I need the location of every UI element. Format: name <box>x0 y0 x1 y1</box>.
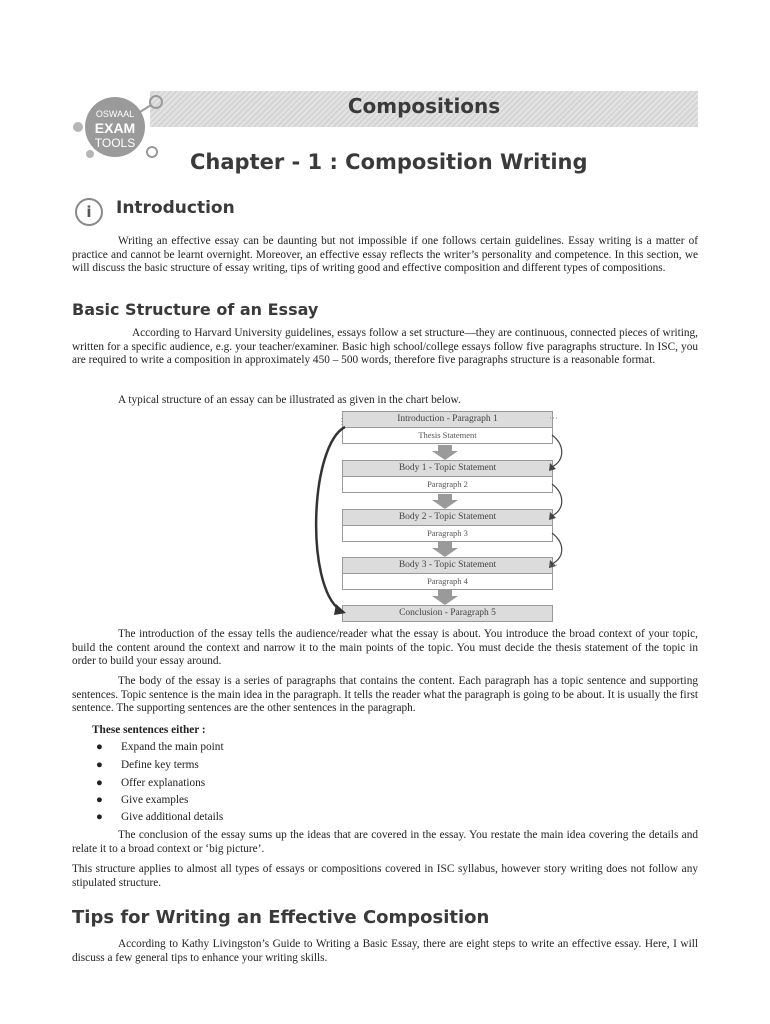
basic-structure-para-5: The conclusion of the essay sums up the ideas that are covered in the essay. You restate the main idea covering the details and relate it to a broad context or ‘big picture’. <box>72 829 698 855</box>
chart-box-body-3: Body 3 - Topic Statement <box>342 557 553 574</box>
left-loop-arrow <box>316 427 345 610</box>
chapter-title: Chapter - 1 : Composition Writing <box>190 150 588 174</box>
logo-text-1: OSWAAL <box>95 109 135 119</box>
list-item: ● Give additional details <box>96 811 224 823</box>
chart-box-body-1: Body 1 - Topic Statement <box>342 460 553 477</box>
section-title: Compositions <box>347 94 501 118</box>
tips-para-1: According to Kathy Livingston’s Guide to Writing a Basic Essay, there are eight steps to write an effective essay. Here, I will discuss a few general tips to enhance your writing skills. <box>72 938 698 964</box>
logo-text-3: TOOLS <box>94 136 136 150</box>
logo-text-2: EXAM <box>94 120 136 136</box>
basic-structure-para-1: According to Harvard University guidelines, essays follow a set structure—they are continuous, connected pieces of writing, written for a specific audience, e.g. your teacher/examiner. Basic high school/college essays follow five paragraphs structure. In ISC, you are required to write a composition in approximately 450 – 500 words, therefore five paragraphs structure is a reasonable format. <box>72 327 698 367</box>
chart-box-conclusion: Conclusion - Paragraph 5 <box>342 605 553 622</box>
chart-sub-paragraph-3: Paragraph 3 <box>342 525 553 542</box>
list-item: ● Define key terms <box>96 759 199 771</box>
chart-box-body-2: Body 2 - Topic Statement <box>342 509 553 526</box>
introduction-text: Writing an effective essay can be daunting but not impossible if one follows certain guidelines. Essay writing is a matter of practice and cannot be learnt overnight. Moreover, an effective essay reflects the writer’s personality and competence. In this section, we will discuss the basic structure of essay writing, tips of writing good and effective composition and different types of compositions. <box>72 235 698 275</box>
info-icon: i <box>75 198 103 226</box>
introduction-heading: Introduction <box>116 198 235 218</box>
down-arrow-icon <box>432 445 458 605</box>
chart-arrows <box>300 405 580 630</box>
basic-structure-heading: Basic Structure of an Essay <box>72 300 319 319</box>
list-item: ● Offer explanations <box>96 777 206 789</box>
oswaal-logo <box>70 92 165 162</box>
list-item: ● Expand the main point <box>96 741 224 753</box>
basic-structure-para-3: The introduction of the essay tells the audience/reader what the essay is about. You introduce the broad context of your topic, build the content around the context and narrow it to the main points of the topic. You must decide the thesis statement of the topic in order to build your essay around. <box>72 628 698 668</box>
chart-box-introduction: Introduction - Paragraph 1 <box>342 411 553 428</box>
chart-sub-thesis: Thesis Statement <box>342 427 553 444</box>
list-item: ● Give examples <box>96 794 189 806</box>
tips-heading: Tips for Writing an Effective Composition <box>72 907 490 928</box>
basic-structure-para-4: The body of the essay is a series of paragraphs that contains the content. Each paragraph has a topic sentence and supporting sentences. Topic sentence is the main idea in the paragraph. It tells the reader what the paragraph is going to be about. It is usually the first sentence. The supporting sentences are the other sentences in the paragraph. <box>72 675 698 715</box>
right-curved-arrows <box>552 435 562 564</box>
basic-structure-para-2: A typical structure of an essay can be illustrated as given in the chart below. <box>118 394 461 406</box>
chart-sub-paragraph-2: Paragraph 2 <box>342 476 553 493</box>
basic-structure-para-6: This structure applies to almost all types of essays or compositions covered in ISC syllabus, however story writing does not follow any stipulated structure. <box>72 863 698 889</box>
list-heading: These sentences either : <box>92 724 206 736</box>
chart-sub-paragraph-4: Paragraph 4 <box>342 573 553 590</box>
